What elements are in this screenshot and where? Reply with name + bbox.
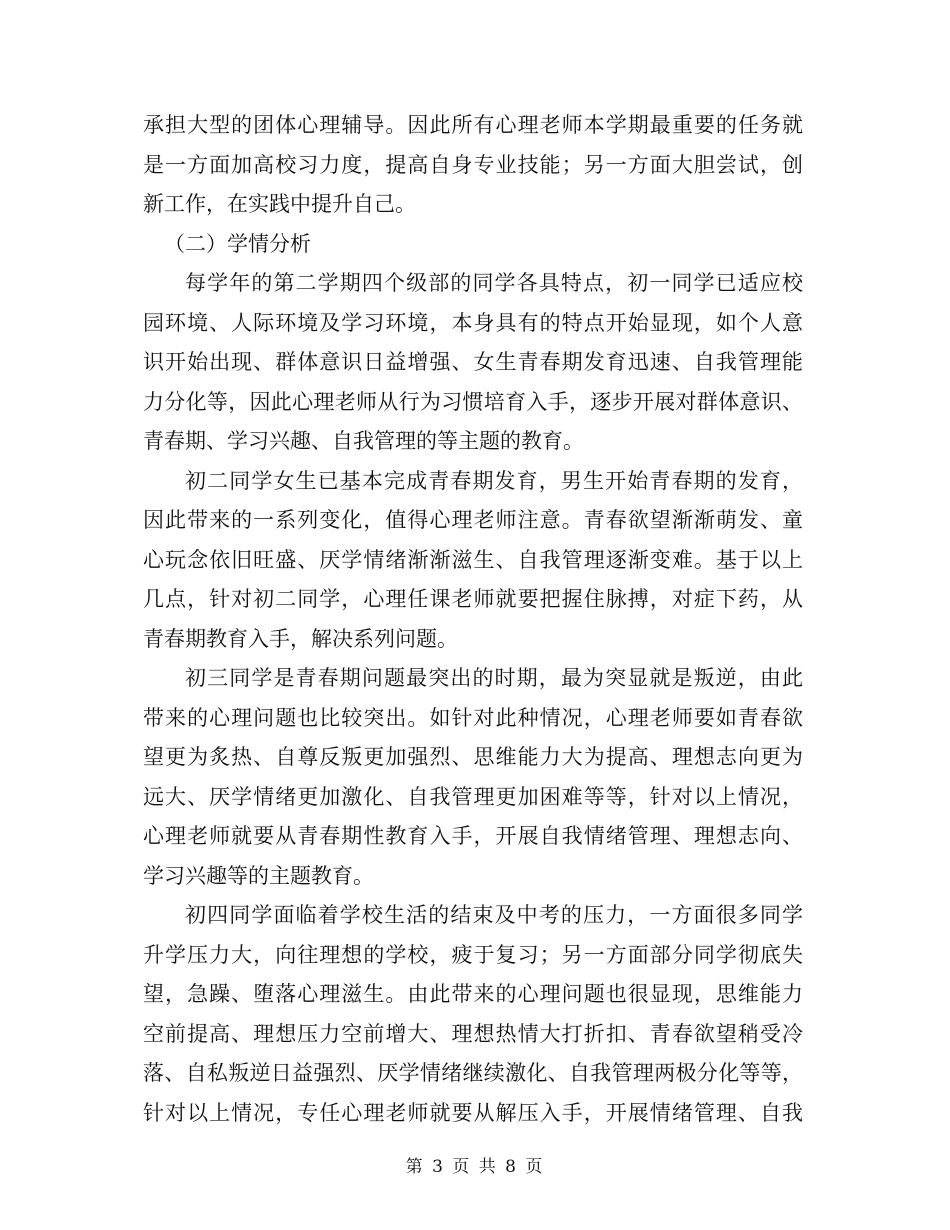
text-line-19: 心理老师就要从青春期性教育入手，开展自我情绪管理、理想志向、 bbox=[143, 824, 803, 848]
text-line-11: 因此带来的一系列变化，值得心理老师注意。青春欲望渐渐萌发、童 bbox=[143, 508, 803, 532]
text-line-13: 几点，针对初二同学，心理任课老师就要把握住脉搏，对症下药，从 bbox=[143, 587, 803, 611]
text-line-22: 升学压力大，向往理想的学校，疲于复习；另一方面部分同学彻底失 bbox=[143, 943, 803, 967]
text-line-1: 承担大型的团体心理辅导。因此所有心理老师本学期最重要的任务就 bbox=[143, 113, 803, 137]
text-line-9: 青春期、学习兴趣、自我管理的等主题的教育。 bbox=[143, 429, 584, 453]
text-line-6: 园环境、人际环境及学习环境，本身具有的特点开始显现，如个人意 bbox=[143, 311, 803, 335]
text-line-24: 空前提高、理想压力空前增大、理想热情大打折扣、青春欲望稍受冷 bbox=[143, 1022, 803, 1046]
text-line-8: 力分化等，因此心理老师从行为习惯培育入手，逐步开展对群体意识、 bbox=[143, 390, 803, 414]
text-line-5: 每学年的第二学期四个级部的同学各具特点，初一同学已适应校 bbox=[185, 271, 803, 295]
text-line-12: 心玩念依旧旺盛、厌学情绪渐渐滋生、自我管理逐渐变难。基于以上 bbox=[143, 548, 803, 572]
text-line-16: 带来的心理问题也比较突出。如针对此种情况，心理老师要如青春欲 bbox=[143, 706, 803, 730]
text-line-20: 学习兴趣等的主题教育。 bbox=[143, 864, 374, 888]
text-line-15: 初三同学是青春期问题最突出的时期，最为突显就是叛逆，由此 bbox=[185, 666, 803, 690]
text-line-14: 青春期教育入手，解决系列问题。 bbox=[143, 627, 458, 651]
text-line-3: 新工作，在实践中提升自己。 bbox=[143, 192, 416, 216]
text-line-2: 是一方面加高校习力度，提高自身专业技能；另一方面大胆尝试，创 bbox=[143, 153, 803, 177]
text-line-23: 望，急躁、堕落心理滋生。由此带来的心理问题也很显现，思维能力 bbox=[143, 982, 803, 1006]
page-number-footer: 第 3 页 共 8 页 bbox=[405, 1157, 545, 1177]
text-line-7: 识开始出现、群体意识日益增强、女生青春期发育迅速、自我管理能 bbox=[143, 350, 803, 374]
text-line-10: 初二同学女生已基本完成青春期发育，男生开始青春期的发育， bbox=[185, 469, 803, 493]
section-heading: （二）学情分析 bbox=[164, 232, 311, 256]
text-line-26: 针对以上情况，专任心理老师就要从解压入手，开展情绪管理、自我 bbox=[143, 1101, 803, 1125]
text-line-25: 落、自私叛逆日益强烈、厌学情绪继续激化、自我管理两极分化等等， bbox=[143, 1061, 803, 1085]
text-line-21: 初四同学面临着学校生活的结束及中考的压力，一方面很多同学 bbox=[185, 903, 803, 927]
text-line-17: 望更为炙热、自尊反叛更加强烈、思维能力大为提高、理想志向更为 bbox=[143, 745, 803, 769]
text-line-18: 远大、厌学情绪更加激化、自我管理更加困难等等，针对以上情况， bbox=[143, 785, 803, 809]
